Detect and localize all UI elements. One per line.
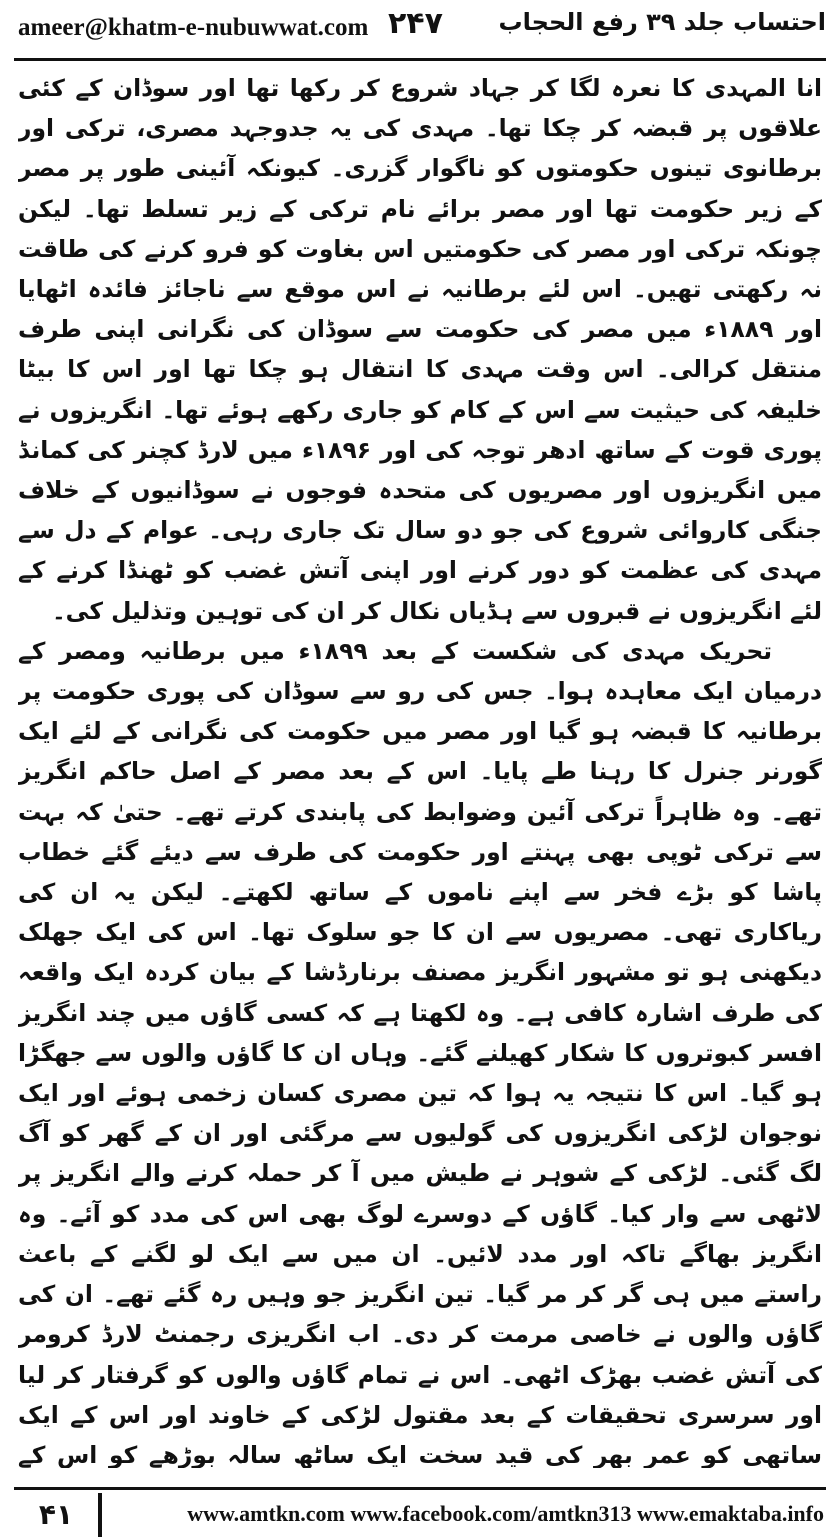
header-book-title: احتساب جلد ۳۹ رفع الحجاب [498,8,826,36]
paragraph-2: تحریک مہدی کی شکست کے بعد ۱۸۹۹ء میں برطانیہ ومصر کے درمیان ایک معاہدہ ہوا۔ جس کی رو سے سوڈان کی پوری حکومت پر برطانیہ کا قبضہ ہو گیا اور مصر میں حکومت کی نگرانی کے لئے ایک گورنر جنرل کا رہنا طے پایا۔ اس کے بعد مصر کے اصل حاکم انگریز تھے۔ وہ ظاہراً ترکی آئین وضوابط کی پابندی کرتے تھے۔ حتیٰ کہ بہت سے ترکی ٹوپی بھی پہنتے اور حکومت کی طرف سے دیئے گئے خطاب پاشا کو بڑے فخر سے اپنے ناموں کے ساتھ لکھتے۔ لیکن یہ ان کی ریاکاری تھی۔ مصریوں سے ان کا جو سلوک تھا۔ اس کی ایک جھلک دیکھنی ہو تو مشہور انگریز مصنف برنارڈشا کے بیان کردہ ایک واقعہ کی طرف اشارہ کافی ہے۔ وہ لکھتا ہے کہ کسی گاؤں میں چند انگریز افسر کبوتروں کا شکار کھیلنے گئے۔ وہاں ان کا گاؤں والوں سے جھگڑا ہو گیا۔ اس کا نتیجہ یہ ہوا کہ تین مصری کسان زخمی ہوئے اور ایک نوجوان لڑکی انگریزوں کی گولیوں سے مرگئی اور ان کے گھر کو آگ لگ گئی۔ لڑکی کے شوہر نے طیش میں آ کر حملہ کرنے والے انگریز پر لاٹھی سے وار کیا۔ گاؤں کے دوسرے لوگ بھی اس کی مدد کو آئے۔ وہ انگریز بھاگے تاکہ اور مدد لائیں۔ ان میں سے ایک لو لگنے کے باعث راستے میں ہی گر کر مر گیا۔ تین انگریز جو وہیں رہ گئے تھے۔ ان کی گاؤں والوں نے خاصی مرمت کر دی۔ اب انگریزی رجمنٹ لارڈ کرومر کی آتش غضب بھڑک اٹھی۔ اس نے تمام گاؤں والوں کو گرفتار کر لیا اور سرسری تحقیقات کے بعد مقتول لڑکی کے خاوند اور اس کے ایک ساتھی کو عمر بھر کی قید سخت ایک ساٹھ سالہ بوڑھے کو اس کے [18,636,822,1468]
header-page-number: ۲۴۷ [388,6,443,41]
page-body [18,68,822,1468]
footer-index-box [14,1493,102,1537]
footer-rule [14,1487,826,1490]
page-footer [14,1493,826,1537]
paragraph-1: انا المہدی کا نعرہ لگا کر جہاد شروع کر رکھا تھا اور سوڈان کے کئی علاقوں پر قبضہ کر چکا تھا۔ مہدی کی یہ جدوجہد مصری، ترکی اور برطانوی تینوں حکومتوں کو ناگوار گزری۔ کیونکہ آئینی طور پر مصر کے زیر حکومت تھا اور مصر برائے نام ترکی کے زیر تسلط تھا۔ لیکن چونکہ ترکی اور مصر کی حکومتیں اس بغاوت کو فرو کرنے کی طاقت نہ رکھتی تھیں۔ اس لئے برطانیہ نے اس موقع سے ناجائز فائدہ اٹھایا اور ۱۸۸۹ء میں مصر کی حکومت سے سوڈان کی نگرانی اپنی طرف منتقل کرالی۔ اس وقت مہدی کا انتقال ہو چکا تھا اور اس کا بیٹا خلیفہ کی حیثیت سے اس کے کام کو جاری رکھے ہوئے تھا۔ انگریزوں نے پوری قوت کے ساتھ ادھر توجہ کی اور ۱۸۹۶ء میں لارڈ کچنر کی کمانڈ میں انگریزوں اور مصریوں کی متحدہ فوجوں نے سوڈانیوں کے خلاف جنگی کاروائی شروع کی جو دو سال تک جاری رہی۔ عوام کے دل سے مہدی کی عظمت کو دور کرنے اور اپنی آتش غضب کو ٹھنڈا کرنے کے لئے انگریزوں نے قبروں سے ہڈیاں نکال کر ان کی توہین وتذلیل کی۔ [18,74,822,625]
header-email: ameer@khatm-e-nubuwwat.com [18,14,369,41]
footer-page-index: ۴۱ [38,1498,74,1531]
footer-links: www.amtkn.com www.facebook.com/amtkn313 www.emaktaba.info [187,1501,824,1526]
page-header [0,0,840,62]
header-rule [14,58,826,61]
